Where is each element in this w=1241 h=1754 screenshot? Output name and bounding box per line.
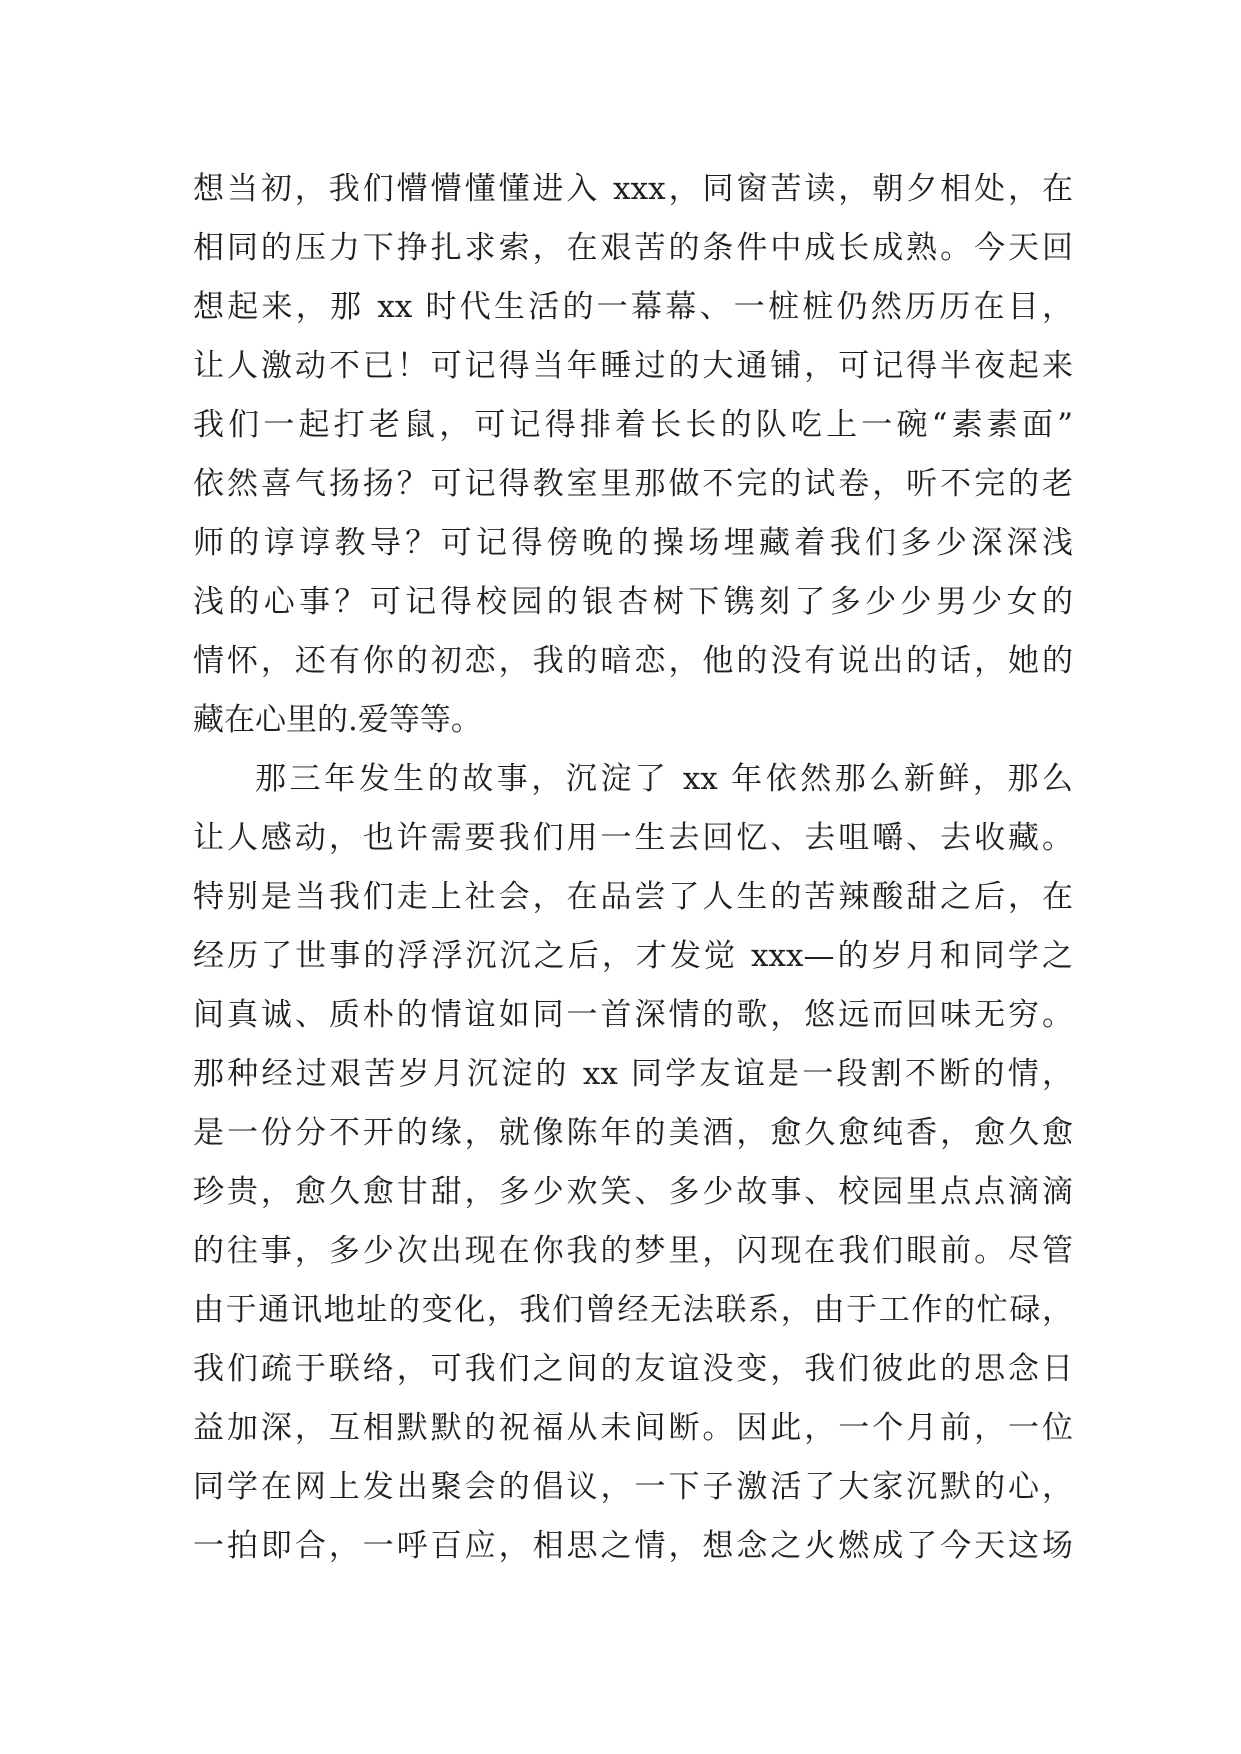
text-line: 我们一起打老鼠，可记得排着长长的队吃上一碗“素素面”: [193, 407, 1073, 443]
text-line: 益加深，互相默默的祝福从未间断。因此，一个月前，一位: [193, 1410, 1073, 1446]
body-text: [193, 160, 1073, 1576]
text-line: 一拍即合，一呼百应，相思之情，想念之火燃成了今天这场: [193, 1528, 1073, 1564]
text-line: 浅的心事？可记得校园的银杏树下镌刻了多少少男少女的: [193, 584, 1073, 620]
text-line: 的往事，多少次出现在你我的梦里，闪现在我们眼前。尽管: [193, 1233, 1073, 1269]
paragraph-2: [193, 750, 1073, 1576]
text-line: 特别是当我们走上社会，在品尝了人生的苦辣酸甜之后，在: [193, 879, 1073, 915]
text-line: 同学在网上发出聚会的倡议，一下子激活了大家沉默的心，: [193, 1469, 1073, 1505]
text-line: 由于通讯地址的变化，我们曾经无法联系，由于工作的忙碌，: [193, 1292, 1073, 1328]
text-line: 经历了世事的浮浮沉沉之后，才发觉 xxx—的岁月和同学之: [193, 938, 1073, 974]
text-line: 那三年发生的故事，沉淀了 xx 年依然那么新鲜，那么: [255, 761, 1073, 797]
text-line: 想起来，那 xx 时代生活的一幕幕、一桩桩仍然历历在目，: [193, 289, 1073, 325]
text-line: 想当初，我们懵懵懂懂进入 xxx，同窗苦读，朝夕相处，在: [193, 171, 1073, 207]
text-line: 珍贵，愈久愈甘甜，多少欢笑、多少故事、校园里点点滴滴: [193, 1174, 1073, 1210]
paragraph-1: [193, 160, 1073, 750]
text-line: 依然喜气扬扬？可记得教室里那做不完的试卷，听不完的老: [193, 466, 1073, 502]
text-line: 是一份分不开的缘，就像陈年的美酒，愈久愈纯香，愈久愈: [193, 1115, 1073, 1151]
text-line: 师的谆谆教导？可记得傍晚的操场埋藏着我们多少深深浅: [193, 525, 1073, 561]
text-line: 我们疏于联络，可我们之间的友谊没变，我们彼此的思念日: [193, 1351, 1073, 1387]
text-line: 相同的压力下挣扎求索，在艰苦的条件中成长成熟。今天回: [193, 230, 1073, 266]
text-line: 让人感动，也许需要我们用一生去回忆、去咀嚼、去收藏。: [193, 820, 1073, 856]
text-line: 让人激动不已！可记得当年睡过的大通铺，可记得半夜起来: [193, 348, 1073, 384]
text-line: 那种经过艰苦岁月沉淀的 xx 同学友谊是一段割不断的情，: [193, 1056, 1073, 1092]
text-line: 间真诚、质朴的情谊如同一首深情的歌，悠远而回味无穷。: [193, 997, 1073, 1033]
text-line: 藏在心里的.爱等等。: [193, 702, 482, 738]
text-line: 情怀，还有你的初恋，我的暗恋，他的没有说出的话，她的: [193, 643, 1073, 679]
